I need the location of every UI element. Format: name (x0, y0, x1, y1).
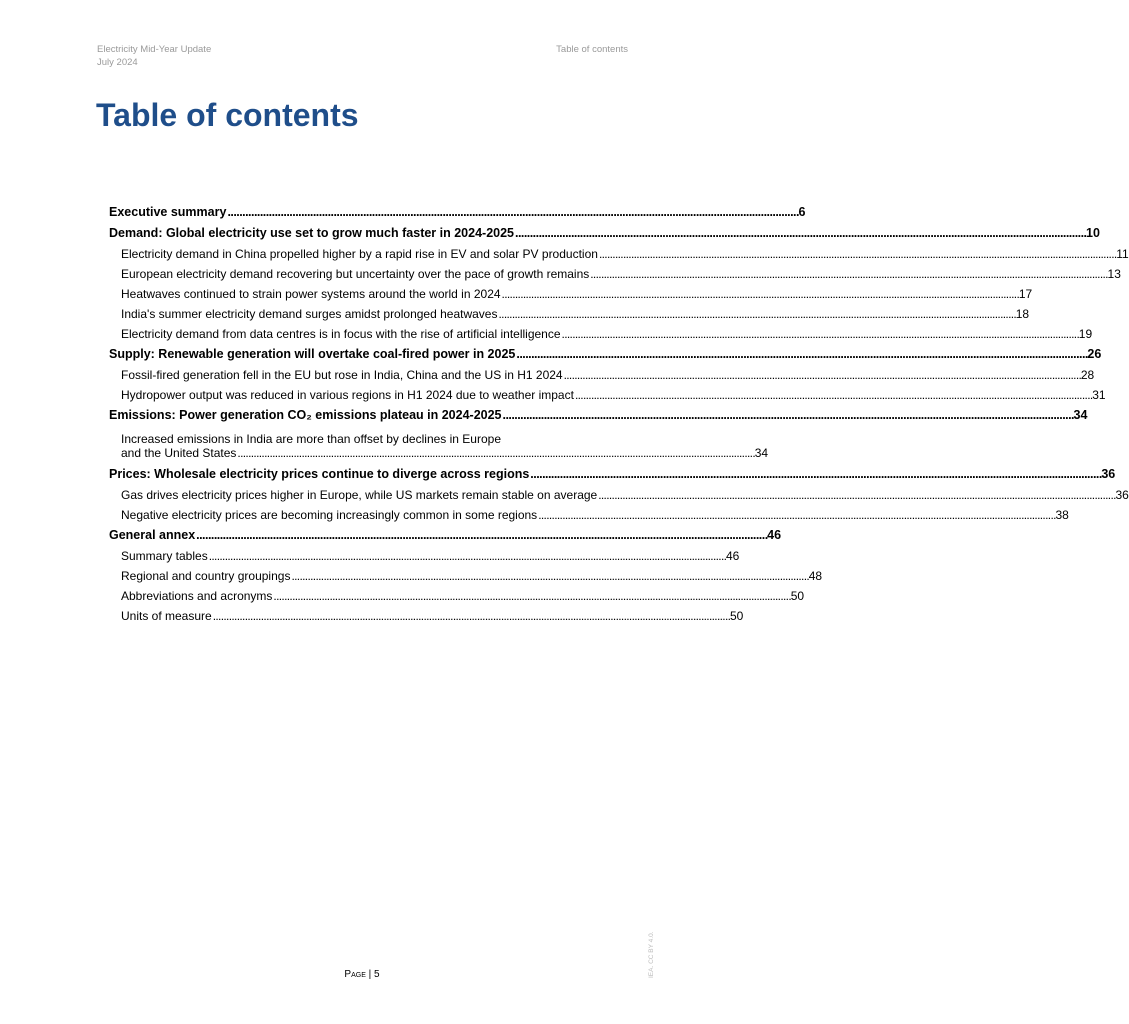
toc-entry-title: Units of measure (121, 609, 212, 623)
toc-entry[interactable] (109, 566, 823, 586)
page-title: Table of contents (96, 97, 359, 133)
toc-entry[interactable] (109, 284, 1033, 304)
toc-entry-title-cont: and the United States (121, 446, 237, 460)
license-note: IEA. CC BY 4.0. (648, 931, 655, 978)
toc-entry-title: Heatwaves continued to strain power systems around the world in 2024 (121, 287, 501, 301)
toc-entry-title: European electricity demand recovering but uncertainty over the pace of growth remains (121, 267, 590, 281)
report-name: Electricity Mid-Year Update (97, 44, 212, 55)
toc-entry-page: 26 (1087, 347, 1102, 361)
page-number: 5 (374, 969, 380, 980)
toc-entry[interactable] (109, 546, 740, 566)
dot-leader (498, 304, 1014, 324)
toc-entry[interactable] (109, 304, 1030, 324)
toc-entry-title: General annex (109, 528, 196, 542)
toc-entry-title: Regional and country groupings (121, 569, 291, 583)
toc-entry-page: 19 (1078, 327, 1093, 341)
toc-entry-title: Negative electricity prices are becoming increasingly common in some regions (121, 508, 538, 522)
dot-leader (590, 264, 1106, 284)
toc-section[interactable] (109, 223, 1100, 244)
running-header-right: Table of contents (556, 44, 628, 55)
toc-entry-page: 31 (1092, 388, 1106, 402)
toc-entry-page: 46 (767, 528, 782, 542)
toc-entry-title: Fossil-fired generation fell in the EU but rose in India, China and the US in H1 2024 (121, 368, 563, 382)
toc-entry-title: Demand: Global electricity use set to grow much faster in 2024-2025 (109, 226, 514, 240)
toc-entry-page: 34 (754, 446, 769, 460)
toc-entry[interactable] (109, 505, 1069, 525)
table-of-contents (109, 202, 1129, 626)
dot-leader (575, 385, 1091, 405)
toc-entry-title: Executive summary (109, 205, 227, 219)
toc-entry[interactable] (109, 432, 769, 460)
toc-entry-page: 18 (1015, 307, 1030, 321)
toc-entry-page: 46 (725, 549, 740, 563)
dot-leader (227, 202, 797, 223)
dot-leader (502, 284, 1018, 304)
toc-entry-page: 17 (1018, 287, 1033, 301)
toc-entry-title: Electricity demand from data centres is in focus with the rise of artificial intelligence (121, 327, 561, 341)
dot-leader (599, 244, 1115, 264)
dot-leader (598, 485, 1114, 505)
toc-section[interactable] (109, 344, 1102, 365)
toc-section[interactable] (109, 464, 1116, 485)
dot-leader (213, 606, 729, 626)
toc-entry-title: Supply: Renewable generation will overtake coal-fired power in 2025 (109, 347, 516, 361)
toc-entry[interactable] (109, 606, 744, 626)
toc-entry-title: Increased emissions in India are more than offset by declines in Europe (121, 432, 501, 446)
page-label: Page (344, 969, 366, 980)
running-header-left (97, 43, 211, 69)
page-footer (0, 969, 724, 980)
toc-entry-title: Prices: Wholesale electricity prices continue to diverge across regions (109, 467, 530, 481)
toc-entry-title: India's summer electricity demand surges amidst prolonged heatwaves (121, 307, 498, 321)
dot-leader (503, 405, 1073, 426)
toc-entry-title: Emissions: Power generation CO₂ emissions plateau in 2024-2025 (109, 408, 502, 422)
dot-leader (291, 566, 807, 586)
dot-leader (516, 344, 1086, 365)
toc-entry-page: 28 (1080, 368, 1095, 382)
toc-entry-page: 36 (1115, 488, 1129, 502)
page-separator: | (365, 969, 375, 980)
dot-leader (515, 223, 1085, 244)
toc-entry[interactable] (109, 485, 1129, 505)
toc-entry-title: Hydropower output was reduced in various regions in H1 2024 due to weather impact (121, 388, 574, 402)
toc-section[interactable] (109, 525, 782, 546)
toc-entry-page: 13 (1107, 267, 1121, 281)
toc-entry-page: 6 (798, 205, 806, 219)
dot-leader (196, 525, 766, 546)
toc-entry-page: 36 (1101, 467, 1116, 481)
toc-entry[interactable] (109, 264, 1121, 284)
toc-entry[interactable] (109, 385, 1106, 405)
toc-entry[interactable] (109, 324, 1093, 344)
toc-entry-title: Summary tables (121, 549, 208, 563)
toc-entry-page: 38 (1055, 508, 1069, 522)
toc-section[interactable] (109, 202, 806, 223)
dot-leader (538, 505, 1054, 525)
toc-entry[interactable] (109, 365, 1095, 385)
dot-leader (273, 586, 789, 606)
toc-entry-title: Abbreviations and acronyms (121, 589, 273, 603)
toc-entry-page: 48 (808, 569, 823, 583)
dot-leader (562, 324, 1078, 344)
toc-entry-page: 50 (729, 609, 744, 623)
toc-entry-page: 11 (1116, 247, 1129, 261)
dot-leader (564, 365, 1080, 385)
toc-entry-page: 10 (1086, 226, 1100, 240)
report-date: July 2024 (97, 57, 138, 68)
toc-section[interactable] (109, 405, 1088, 426)
toc-entry[interactable] (109, 586, 805, 606)
toc-entry-title: Electricity demand in China propelled higher by a rapid rise in EV and solar PV production (121, 247, 598, 261)
dot-leader (237, 446, 753, 460)
toc-entry-page: 34 (1073, 408, 1088, 422)
toc-entry[interactable] (109, 244, 1129, 264)
toc-entry-title: Gas drives electricity prices higher in Europe, while US markets remain stable on average (121, 488, 598, 502)
toc-entry-page: 50 (790, 589, 805, 603)
dot-leader (530, 464, 1100, 485)
dot-leader (209, 546, 725, 566)
